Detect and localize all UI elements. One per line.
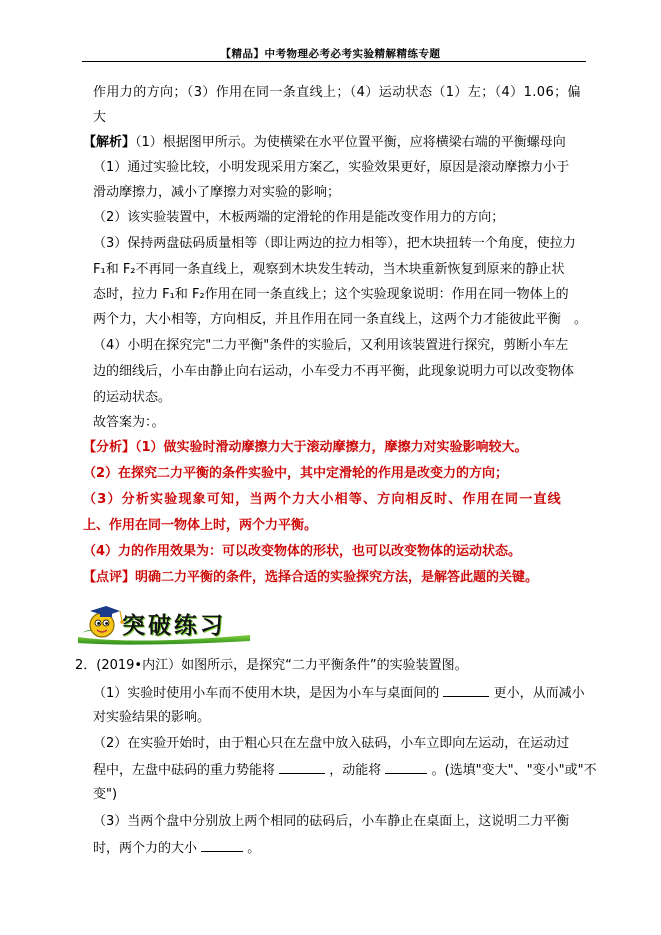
page-header [0, 0, 661, 60]
fenxi-line-1 [83, 440, 528, 456]
analysis-intro [83, 135, 566, 151]
fenxi-line-4: 上、作用在同一物体上时，两个力平衡。 [83, 518, 318, 533]
fenxi-line-3: （3）分析实验现象可知，当两个力大小相等、方向相反时、作用在同一直线 [83, 492, 562, 507]
q3-text-pre: 时，两个力的大小 [93, 841, 198, 856]
answer-line-2: 大 [93, 110, 107, 125]
practice-banner [76, 599, 252, 645]
question-part1-b: 对实验结果的影响。 [93, 710, 211, 725]
dianping-line [83, 570, 538, 586]
q3-text-post: 。 [247, 841, 261, 856]
q2-potential-blank[interactable] [279, 762, 325, 774]
analysis-p1-a: （1）通过实验比较，小明发现采用方案乙，实验效果更好，原因是滚动摩擦力小于 [93, 160, 570, 175]
fenxi-line-5: （4）力的作用效果为：可以改变物体的形状，也可以改变物体的运动状态。 [83, 544, 522, 559]
analysis-final: 故答案为：。 [93, 415, 165, 430]
analysis-p4-a: （4）小明在探究完"二力平衡"条件的实验后，又利用该装置进行探究，剪断小车左 [93, 338, 569, 353]
q2-text-post: 。(选填"变大"、"变小"或"不 [431, 763, 597, 778]
header-title: 【精品】中考物理必考必考实验精解精练专题 [220, 48, 441, 60]
answer-line-1: 作用力的方向；（3）作用在同一条直线上；（4）运动状态（1）左；（4）1.06；偏 [93, 85, 581, 100]
dianping-tag: 【点评】 [83, 570, 136, 585]
analysis-p2: （2）该实验装置中，木板两端的定滑轮的作用是能改变作用力的方向； [93, 210, 505, 225]
q2-kinetic-blank[interactable] [385, 762, 427, 774]
question-part2-c: 变") [93, 787, 118, 802]
analysis-p3-b: F₁和 F₂不再同一条直线上，观察到木块发生转动，当木块重新恢复到原来的静止状 [93, 262, 565, 277]
analysis-tag: 【解析】 [83, 135, 136, 150]
dianping-text: 明确二力平衡的条件，选择合适的实验探究方法，是解答此题的关键。 [135, 570, 539, 585]
banner-title: 突破练习 [122, 613, 226, 639]
analysis-intro-text: （1）根据图甲所示。为使横梁在水平位置平衡，应将横梁右端的平衡螺母向 [135, 135, 566, 150]
analysis-p3-a: （3）保持两盘砝码质量相等（即让两边的拉力相等），把木块扭转一个角度，使拉力 [93, 236, 576, 251]
fenxi-tag: 【分析】 [83, 440, 136, 455]
question-header: 2．(2019•内江）如图所示，是探究“二力平衡条件”的实验装置图。 [75, 658, 468, 673]
question-part3-b [93, 840, 260, 857]
analysis-p3-c: 态时，拉力 F₁和 F₂作用在同一条直线上；这个实验现象说明：作用在同一物体上的 [93, 287, 569, 302]
question-part2-a: （2）在实验开始时，由于粗心只在左盘中放入砝码，小车立即向左运动，在运动过 [93, 736, 570, 751]
question-part2-b [93, 762, 597, 779]
q1-text-pre: （1）实验时使用小车而不使用木块，是因为小车与桌面间的 [93, 686, 440, 701]
q2-text-mid: ，动能将 [329, 763, 382, 778]
q2-text-pre: 程中，左盘中砝码的重力势能将 [93, 763, 276, 778]
analysis-p4-b: 边的细线后，小车由静止向右运动，小车受力不再平衡，此现象说明力可以改变物体 [93, 364, 575, 379]
fenxi-l1: （1）做实验时滑动摩擦力大于滚动摩擦力，摩擦力对实验影响较大。 [135, 440, 528, 455]
header-divider [82, 61, 586, 62]
q3-answer-blank[interactable] [201, 840, 243, 852]
analysis-p1-b: 滑动摩擦力，减小了摩擦力对实验的影响； [93, 185, 341, 200]
analysis-p4-c: 的运动状态。 [93, 390, 172, 405]
analysis-p3-d: 两个力，大小相等，方向相反，并且作用在同一条直线上，这两个力才能彼此平衡 。 [93, 312, 588, 327]
q1-text-post: 更小，从而减小 [493, 686, 585, 701]
fenxi-line-2: （2）在探究二力平衡的条件实验中，其中定滑轮的作用是改变力的方向； [83, 466, 509, 481]
question-part1-a [93, 685, 585, 702]
q1-answer-blank[interactable] [443, 685, 489, 697]
question-part3-a: （3）当两个盘中分别放上两个相同的砝码后，小车静止在桌面上，这说明二力平衡 [93, 814, 570, 829]
